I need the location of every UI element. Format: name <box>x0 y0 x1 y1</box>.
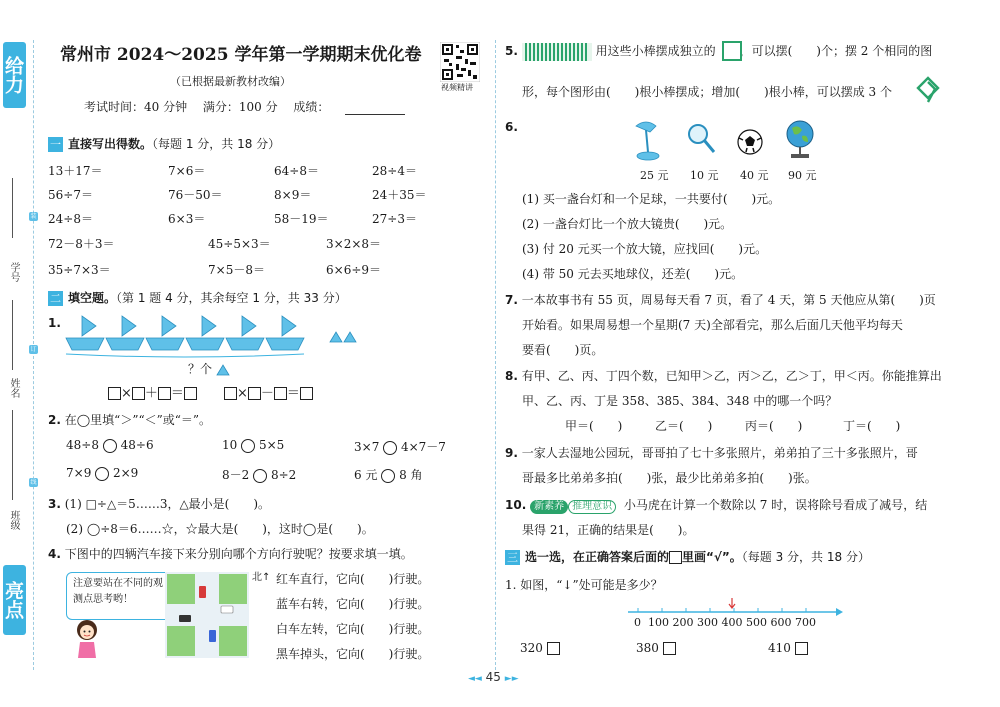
prev-arrow-icon: ◄◄ <box>468 674 482 684</box>
triangle-icon <box>216 364 230 376</box>
next-arrow-icon: ►► <box>504 674 519 684</box>
q3-line2: (2) ◯÷8＝6……☆，☆最大是( )，这时◯是( )。 <box>66 522 374 536</box>
section-2-header <box>48 289 347 306</box>
price-magnifier: 10 元 <box>690 169 719 182</box>
north-label: 北↑ <box>252 572 271 583</box>
section-1-note: （每题 1 分，共 18 分） <box>152 137 281 151</box>
boats-illustration <box>64 312 364 363</box>
section-3-number: 三 <box>507 551 518 564</box>
answer-box[interactable] <box>132 387 145 400</box>
section-1-number: 一 <box>50 138 61 151</box>
cut-mark: 装 <box>30 213 37 220</box>
compare-circle[interactable] <box>381 469 395 483</box>
option-380: 380 <box>636 641 676 655</box>
compare-item: 48÷8 48÷6 <box>66 438 154 452</box>
s1-r1c0: 56÷7＝ <box>48 188 93 202</box>
q8-line2: 甲、乙、丙、丁是 358、385、384、348 中的哪一个吗？ <box>522 394 838 408</box>
q4-line-2: 蓝车右转，它向( )行驶。 <box>276 597 430 611</box>
q5-line1: 5. 用这些小棒摆成独立的 ，可以摆( )个；摆 2 个相同的图 <box>505 42 932 61</box>
q5-line2: 形，每个图形由( )根小棒摆成；增加( )根小棒，可以摆成 3 个 <box>522 85 892 99</box>
exam-info: 考试时间：40 分钟 满分：100 分 成绩： <box>84 100 330 114</box>
q10-line2: 果得 21，正确的结果是( )。 <box>522 523 695 537</box>
compare-item: 6 元 8 角 <box>354 468 423 482</box>
cut-line <box>33 40 34 670</box>
q8-answer-bing: 丙＝( ) <box>745 419 803 433</box>
answer-checkbox[interactable] <box>663 642 676 655</box>
badge-reasoning: 推理意识 <box>568 500 616 514</box>
section-2-title: 填空题。 <box>68 291 117 305</box>
q4-line-3: 白车左转，它向( )行驶。 <box>276 622 430 636</box>
q4-line-4: 黑车掉头，它向( )行驶。 <box>276 647 430 661</box>
lamp-icon <box>636 122 659 160</box>
s1-r4c0: 35÷7×3＝ <box>48 263 111 277</box>
answer-box[interactable] <box>158 387 171 400</box>
answer-checkbox[interactable] <box>547 642 560 655</box>
s1-r4c2: 6×6÷9＝ <box>326 263 382 277</box>
q4-header <box>48 545 413 562</box>
compare-circle[interactable] <box>383 441 397 455</box>
q1-number: 1. <box>48 316 61 330</box>
cut-mark: 线 <box>30 479 37 486</box>
answer-box[interactable] <box>248 387 261 400</box>
binding-strip <box>0 0 40 707</box>
q2-header <box>48 411 211 428</box>
s1-r2c3: 27÷3＝ <box>372 212 417 226</box>
s1-r1c3: 24＋35＝ <box>372 188 427 202</box>
q8-answer-ding: 丁＝( ) <box>843 419 901 433</box>
option-410: 410 <box>768 641 808 655</box>
brand-tab-bottom: 亮点 <box>3 565 26 635</box>
answer-box[interactable] <box>300 387 313 400</box>
q7-line3: 要看( )页。 <box>522 343 604 357</box>
q4-text: 下图中的四辆汽车接下来分别向哪个方向行驶呢？按要求填一填。 <box>64 547 413 561</box>
s1-r1c1: 76－50＝ <box>168 188 223 202</box>
compare-item: 7×9 2×9 <box>66 466 139 480</box>
q10-number: 10. <box>505 498 527 512</box>
label-xingming: 姓名 <box>8 378 19 398</box>
q6-illustrations <box>630 118 830 165</box>
compare-item: 10 5×5 <box>222 438 285 452</box>
compare-item: 3×7 4×7－7 <box>354 440 446 454</box>
q10-line1: 10. 新素养 推理意识 小马虎在计算一个数除以 7 时，误将除号看成了减号，结 <box>505 498 928 512</box>
score-line <box>345 114 405 115</box>
q1-equation-2: × － ＝ <box>224 382 313 401</box>
q7-line2: 开始看。如果周易想一个星期(7 天)全部看完，那么后面几天他平均每天 <box>522 318 903 332</box>
section-3-note: （每题 3 分，共 18 分） <box>741 550 870 564</box>
section-1-header <box>48 135 280 152</box>
section-1-title: 直接写出得数。 <box>68 137 153 151</box>
s1-r2c2: 58－19＝ <box>274 212 329 226</box>
page-number: ◄◄ 45 ►► <box>468 670 519 684</box>
s1-r0c2: 64÷8＝ <box>274 164 319 178</box>
q6-line-2: (2) 一盏台灯比一个放大镜贵( )元。 <box>522 217 733 231</box>
label-banji: 班级 <box>8 510 19 530</box>
badge-new-literacy: 新素养 <box>530 500 568 514</box>
q6-number: 6. <box>505 120 518 134</box>
compare-item: 8－2 8÷2 <box>222 468 297 482</box>
q2-number: 2. <box>48 413 61 427</box>
magnifier-icon <box>689 125 714 152</box>
section-3-header: 三 选一选，在正确答案后面的 里画“√”。（每题 3 分，共 18 分） <box>507 550 870 564</box>
q9-line2: 哥最多比弟弟多拍( )张，最少比弟弟多拍( )张。 <box>522 471 817 485</box>
q7-number: 7. <box>505 293 518 307</box>
q9-line1: 9. 一家人去湿地公园玩，哥哥拍了七十多张照片，弟弟拍了三十多张照片，哥 <box>505 446 918 460</box>
label-xuehao: 学号 <box>8 262 19 282</box>
globe-icon <box>787 121 813 158</box>
s1-r4c1: 7×5－8＝ <box>208 263 265 277</box>
q9-number: 9. <box>505 446 518 460</box>
q5-number: 5. <box>505 44 518 58</box>
qr-label: 视频精讲 <box>441 83 473 92</box>
q6-line-4: (4) 带 50 元去买地球仪，还差( )元。 <box>522 267 744 281</box>
q8-line1: 8. 有甲、乙、丙、丁四个数，已知甲＞乙，丙＞乙，乙＞丁，甲＜丙。你能推算出 <box>505 369 942 383</box>
cut-mark: 订 <box>30 346 37 353</box>
s1-r0c1: 7×6＝ <box>168 164 206 178</box>
s1-r3c1: 45÷5×3＝ <box>208 237 271 251</box>
q1-equation-1: × ＋ ＝ <box>108 382 197 401</box>
q6-line-3: (3) 付 20 元买一个放大镜，应找回( )元。 <box>522 242 768 256</box>
s1-r0c0: 13＋17＝ <box>48 164 103 178</box>
intersection-map <box>165 572 249 661</box>
checkbox-sample <box>669 551 682 564</box>
answer-box[interactable] <box>184 387 197 400</box>
page-subtitle: （已根据最新教材改编） <box>170 75 291 88</box>
section-2-number: 二 <box>50 292 61 305</box>
football-icon <box>738 130 762 154</box>
qr-code-icon[interactable] <box>440 42 480 82</box>
q7-line1: 7. 一本故事书有 55 页，周易每天看 7 页，看了 4 天，第 5 天他应从第( )页 <box>505 293 936 307</box>
q4-number: 4. <box>48 547 61 561</box>
q6-line-1: (1) 买一盏台灯和一个足球，一共要付( )元。 <box>522 192 781 206</box>
number-line-ticks: 0 100 200 300 400 500 600 700 <box>634 616 816 629</box>
q1-question-label <box>188 360 230 377</box>
xingming-line-bottom <box>12 410 13 500</box>
s1-r1c2: 8×9＝ <box>274 188 312 202</box>
page-title: 常州市 2024～2025 学年第一学期期末优化卷 <box>60 45 422 65</box>
q3-number: 3. <box>48 497 61 511</box>
answer-checkbox[interactable] <box>795 642 808 655</box>
price-lamp: 25 元 <box>640 169 669 182</box>
page-divider <box>495 40 496 670</box>
answer-box[interactable] <box>224 387 237 400</box>
q8-number: 8. <box>505 369 518 383</box>
girl-illustration <box>70 618 104 661</box>
s1-r2c1: 6×3＝ <box>168 212 206 226</box>
compare-circle[interactable] <box>241 439 255 453</box>
q8-answer-yi: 乙＝( ) <box>655 419 713 433</box>
xingming-line-top <box>12 300 13 370</box>
answer-box[interactable] <box>108 387 121 400</box>
xuehao-line <box>12 178 13 238</box>
price-football: 40 元 <box>740 169 769 182</box>
compare-circle[interactable] <box>95 467 109 481</box>
s1-r3c0: 72－8＋3＝ <box>48 237 115 251</box>
hint-bubble: 注意要站在不同的观测点思考哟！ <box>66 572 174 620</box>
square-shape-icon <box>722 41 742 61</box>
s1-r0c3: 28÷4＝ <box>372 164 417 178</box>
q1-question-mark: ？个 <box>188 362 213 376</box>
sticks-illustration <box>522 43 592 61</box>
q8-answer-jia: 甲＝( ) <box>565 419 623 433</box>
diamond-chain-icon <box>913 76 943 107</box>
q2-text: 在◯里填“＞”“＜”或“＝”。 <box>64 413 211 427</box>
s3-q1-text: 1. 如图，“↓”处可能是多少？ <box>505 578 663 592</box>
price-globe: 90 元 <box>788 169 817 182</box>
compare-circle[interactable] <box>103 439 117 453</box>
compare-circle[interactable] <box>253 469 267 483</box>
brand-tab-top: 给力 <box>3 42 26 108</box>
q4-line-1: 红车直行，它向( )行驶。 <box>276 572 430 586</box>
section-2-note: （第 1 题 4 分，其余每空 1 分，共 33 分） <box>116 291 347 305</box>
option-320: 320 <box>520 641 560 655</box>
q3-line1: 3. (1) □÷△＝5……3，△最小是( )。 <box>48 497 271 511</box>
s1-r3c2: 3×2×8＝ <box>326 237 382 251</box>
s1-r2c0: 24÷8＝ <box>48 212 93 226</box>
answer-box[interactable] <box>274 387 287 400</box>
